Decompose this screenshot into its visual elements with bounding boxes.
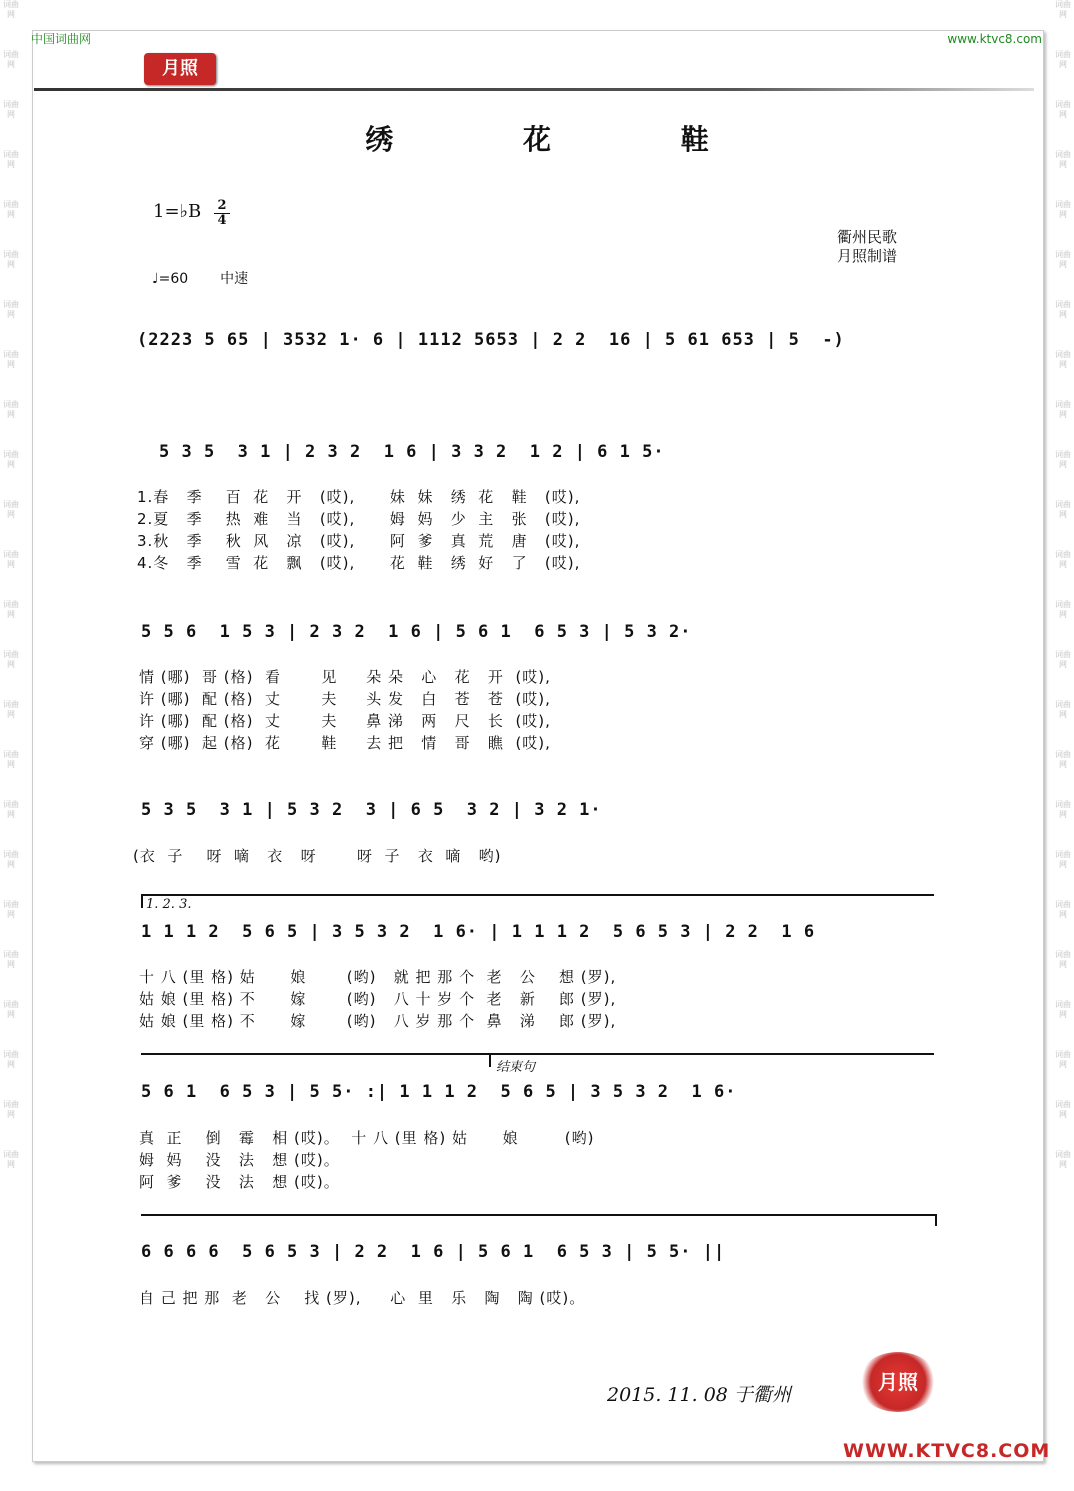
credit-origin: 衢州民歌	[837, 228, 898, 246]
score-row-intro: (2223 5 65 | 3532 1· 6 | 1112 5653 | 2 2 16 | 5 61 653 | 5 -)	[137, 330, 845, 350]
lyric-line: 阿 爹 没 法 想 (哎)。	[139, 1173, 340, 1191]
lyric-line: 十 八 (里 格) 姑 娘 (哟) 就 把 那 个 老 公 想 (罗),	[139, 968, 617, 986]
song-title: 绣 花 鞋	[365, 123, 769, 156]
lyric-line: 穿 (哪) 起 (格) 花 鞋 去 把 情 哥 瞧 (哎),	[139, 734, 551, 752]
lyric-line: 4.冬 季 雪 花 飘 (哎), 花 鞋 绣 好 了 (哎),	[137, 554, 581, 572]
ending-label: 结束句	[496, 1060, 536, 1075]
key-signature: 1=♭B	[153, 201, 202, 222]
score-row-4: 1 1 1 2 5 6 5 | 3 5 3 2 1 6· | 1 1 1 2 5 6 5 3 | 2 2 1 6	[141, 922, 816, 942]
time-signature-top: 2	[214, 199, 230, 214]
time-signature-bottom: 4	[217, 213, 227, 228]
tempo-bpm: ♩=60	[152, 271, 189, 287]
lyric-line: 姑 娘 (里 格) 不 嫁 (哟) 八 岁 那 个 鼻 涕 郎 (罗),	[139, 1012, 617, 1030]
ending-bracket	[141, 1053, 934, 1055]
ending-bracket-start	[489, 1053, 491, 1067]
lyric-line: 许 (哪) 配 (格) 丈 夫 鼻 涕 两 尺 长 (哎),	[139, 712, 551, 730]
lyric-line: 许 (哪) 配 (格) 丈 夫 头 发 白 苍 苍 (哎),	[139, 690, 551, 708]
score-row-3: 5 3 5 3 1 | 5 3 2 3 | 6 5 3 2 | 3 2 1·	[141, 800, 602, 820]
score-row-2: 5 5 6 1 5 3 | 2 3 2 1 6 | 5 6 1 6 5 3 | 5 3 2·	[141, 622, 692, 642]
tempo	[152, 268, 248, 288]
volta-label: 1. 2. 3.	[146, 897, 192, 912]
lyric-line: 2.夏 季 热 难 当 (哎), 姆 妈 少 主 张 (哎),	[137, 510, 581, 528]
lyric-line: 情 (哪) 哥 (格) 看 见 朵 朵 心 花 开 (哎),	[139, 668, 551, 686]
score-row-5: 5 6 1 6 5 3 | 5 5· :| 1 1 1 2 5 6 5 | 3 5 3 2 1 6·	[141, 1082, 737, 1102]
lyric-line: 1.春 季 百 花 开 (哎), 妹 妹 绣 花 鞋 (哎),	[137, 488, 581, 506]
footer-date: 2015. 11. 08 于衢州	[607, 1384, 791, 1406]
site-url-bottom[interactable]: WWW.KTVC8.COM	[843, 1440, 1051, 1462]
score-row-6: 6 6 6 6 5 6 5 3 | 2 2 1 6 | 5 6 1 6 5 3 | 5 5· ||	[141, 1242, 726, 1262]
final-bracket	[141, 1214, 937, 1216]
watermark-right: 词曲网 词曲网 词曲网 词曲网 词曲网 词曲网 词曲网 词曲网 词曲网 词曲网 词曲网 词曲网 词曲网 词曲网 词曲网 词曲网 词曲网 词曲网 词曲网 词曲网 词曲网 词曲网 词曲网 词曲网	[1055, 0, 1071, 1169]
final-bracket-end	[935, 1214, 937, 1226]
site-name-left[interactable]: 中国词曲网	[31, 32, 92, 46]
watermark-left: 词曲网 词曲网 词曲网 词曲网 词曲网 词曲网 词曲网 词曲网 词曲网 词曲网 词曲网 词曲网 词曲网 词曲网 词曲网 词曲网 词曲网 词曲网 词曲网 词曲网 词曲网 词曲网 词曲网 词曲网	[3, 0, 19, 1169]
lyric-line: 姆 妈 没 法 想 (哎)。	[139, 1151, 340, 1169]
site-url-right[interactable]: www.ktvc8.com	[947, 32, 1042, 46]
tempo-mark: 中速	[220, 271, 249, 287]
lyric-line: 姑 娘 (里 格) 不 嫁 (哟) 八 十 岁 个 老 新 郎 (罗),	[139, 990, 617, 1008]
lyric-line: (衣 子 呀 嘀 衣 呀 呀 子 衣 嘀 哟)	[133, 847, 502, 865]
credits	[837, 228, 897, 266]
lyric-line: 真 正 倒 霉 相 (哎)。 十 八 (里 格) 姑 娘 (哟)	[139, 1129, 595, 1147]
header-divider	[34, 88, 1034, 91]
volta-bracket-start	[141, 894, 143, 908]
credit-arranger: 月照制谱	[837, 247, 898, 265]
logo: 月照	[144, 53, 216, 85]
signature-stamp: 月照	[858, 1352, 938, 1412]
volta-bracket	[141, 894, 934, 896]
lyric-line: 自 己 把 那 老 公 找 (罗), 心 里 乐 陶 陶 (哎)。	[139, 1289, 586, 1307]
lyric-line: 3.秋 季 秋 风 凉 (哎), 阿 爹 真 荒 唐 (哎),	[137, 532, 581, 550]
time-signature	[214, 199, 230, 228]
score-row-1: 5 3 5 3 1 | 2 3 2 1 6 | 3 3 2 1 2 | 6 1 5·	[159, 442, 665, 462]
